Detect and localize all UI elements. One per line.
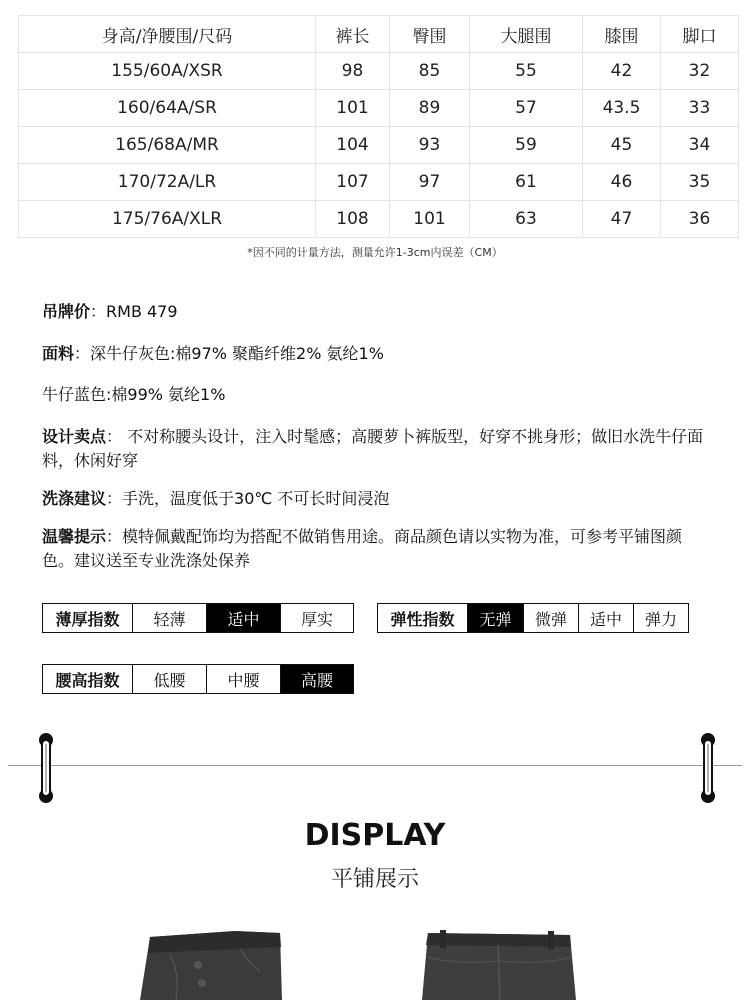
header-knee: 膝围 — [583, 16, 661, 53]
cell: 97 — [390, 164, 470, 201]
cell: 160/64A/SR — [19, 90, 316, 127]
header-length: 裤长 — [316, 16, 390, 53]
wash-value: ：手洗，温度低于30℃ 不可长时间浸泡 — [106, 489, 390, 508]
cell: 98 — [316, 53, 390, 90]
table-row — [19, 127, 739, 164]
elasticity-option-stretch: 弹力 — [633, 603, 689, 633]
cell: 61 — [470, 164, 583, 201]
grey-jeans-image — [140, 925, 320, 1000]
table-row — [19, 90, 739, 127]
cell: 34 — [661, 127, 739, 164]
wash-line — [42, 487, 712, 511]
design-value: ： 不对称腰头设计，注入时髦感；高腰萝卜裤版型，好穿不挑身形；做旧水洗牛仔面料，休闲好穿 — [42, 427, 704, 470]
price-label: 吊牌价 — [42, 302, 91, 321]
binder-ring-icon — [700, 732, 716, 804]
header-thigh: 大腿围 — [470, 16, 583, 53]
cell: 46 — [583, 164, 661, 201]
waist-option-mid: 中腰 — [206, 664, 281, 694]
tip-value: ：模特佩戴配饰均为搭配不做销售用途。商品颜色请以实物为准，可参考平铺图颜色。建议送至专业洗涤处保养 — [42, 527, 683, 570]
cell: 35 — [661, 164, 739, 201]
price-line — [42, 300, 712, 324]
cell: 101 — [390, 201, 470, 238]
waist-label: 腰高指数 — [42, 664, 133, 694]
elasticity-option-medium: 适中 — [578, 603, 634, 633]
section-divider — [8, 765, 742, 766]
price-value: ：RMB 479 — [90, 302, 178, 321]
waist-option-low: 低腰 — [132, 664, 207, 694]
thickness-label: 薄厚指数 — [42, 603, 133, 633]
thickness-option-medium: 适中 — [206, 603, 281, 633]
header-hem: 脚口 — [661, 16, 739, 53]
waist-option-high: 高腰 — [280, 664, 354, 694]
cell: 42 — [583, 53, 661, 90]
cell: 63 — [470, 201, 583, 238]
cell: 36 — [661, 201, 739, 238]
thickness-option-thick: 厚实 — [280, 603, 354, 633]
cell: 45 — [583, 127, 661, 164]
table-header-row — [19, 16, 739, 53]
cell: 93 — [390, 127, 470, 164]
table-row — [19, 53, 739, 90]
cell: 104 — [316, 127, 390, 164]
table-row — [19, 201, 739, 238]
cell: 165/68A/MR — [19, 127, 316, 164]
cell: 175/76A/XLR — [19, 201, 316, 238]
tip-label: 温馨提示 — [42, 527, 107, 546]
fabric-line — [42, 342, 712, 366]
display-title: DISPLAY — [304, 818, 446, 853]
thickness-option-light: 轻薄 — [132, 603, 207, 633]
binder-ring-icon — [38, 732, 54, 804]
grey-jeans-back-image — [420, 925, 600, 1000]
cell: 89 — [390, 90, 470, 127]
wash-label: 洗涤建议 — [42, 489, 107, 508]
elasticity-option-none: 无弹 — [467, 603, 524, 633]
header-hip: 臀围 — [390, 16, 470, 53]
design-label: 设计卖点 — [42, 427, 107, 446]
cell: 55 — [470, 53, 583, 90]
measurement-note: *因不同的计量方法，测量允许1-3cm内误差（CM） — [247, 246, 503, 259]
cell: 85 — [390, 53, 470, 90]
design-line — [42, 425, 712, 473]
cell: 32 — [661, 53, 739, 90]
cell: 170/72A/LR — [19, 164, 316, 201]
cell: 33 — [661, 90, 739, 127]
waist-index — [42, 664, 354, 694]
cell: 155/60A/XSR — [19, 53, 316, 90]
cell: 47 — [583, 201, 661, 238]
cell: 108 — [316, 201, 390, 238]
size-table — [18, 15, 739, 238]
header-size: 身高/净腰围/尺码 — [19, 16, 316, 53]
display-subtitle: 平铺展示 — [330, 867, 419, 892]
fabric-value: ：深牛仔灰色:棉97% 聚酯纤维2% 氨纶1% — [74, 344, 384, 363]
elasticity-option-slight: 微弹 — [523, 603, 579, 633]
cell: 57 — [470, 90, 583, 127]
table-row — [19, 164, 739, 201]
cell: 101 — [316, 90, 390, 127]
cell: 107 — [316, 164, 390, 201]
tip-line — [42, 525, 712, 573]
fabric-value-2: 牛仔蓝色:棉99% 氨纶1% — [42, 385, 226, 404]
fabric-label: 面料 — [42, 344, 75, 363]
fabric-line-2 — [42, 383, 712, 407]
elasticity-label: 弹性指数 — [377, 603, 468, 633]
thickness-index — [42, 603, 354, 633]
elasticity-index — [377, 603, 689, 633]
cell: 59 — [470, 127, 583, 164]
cell: 43.5 — [583, 90, 661, 127]
